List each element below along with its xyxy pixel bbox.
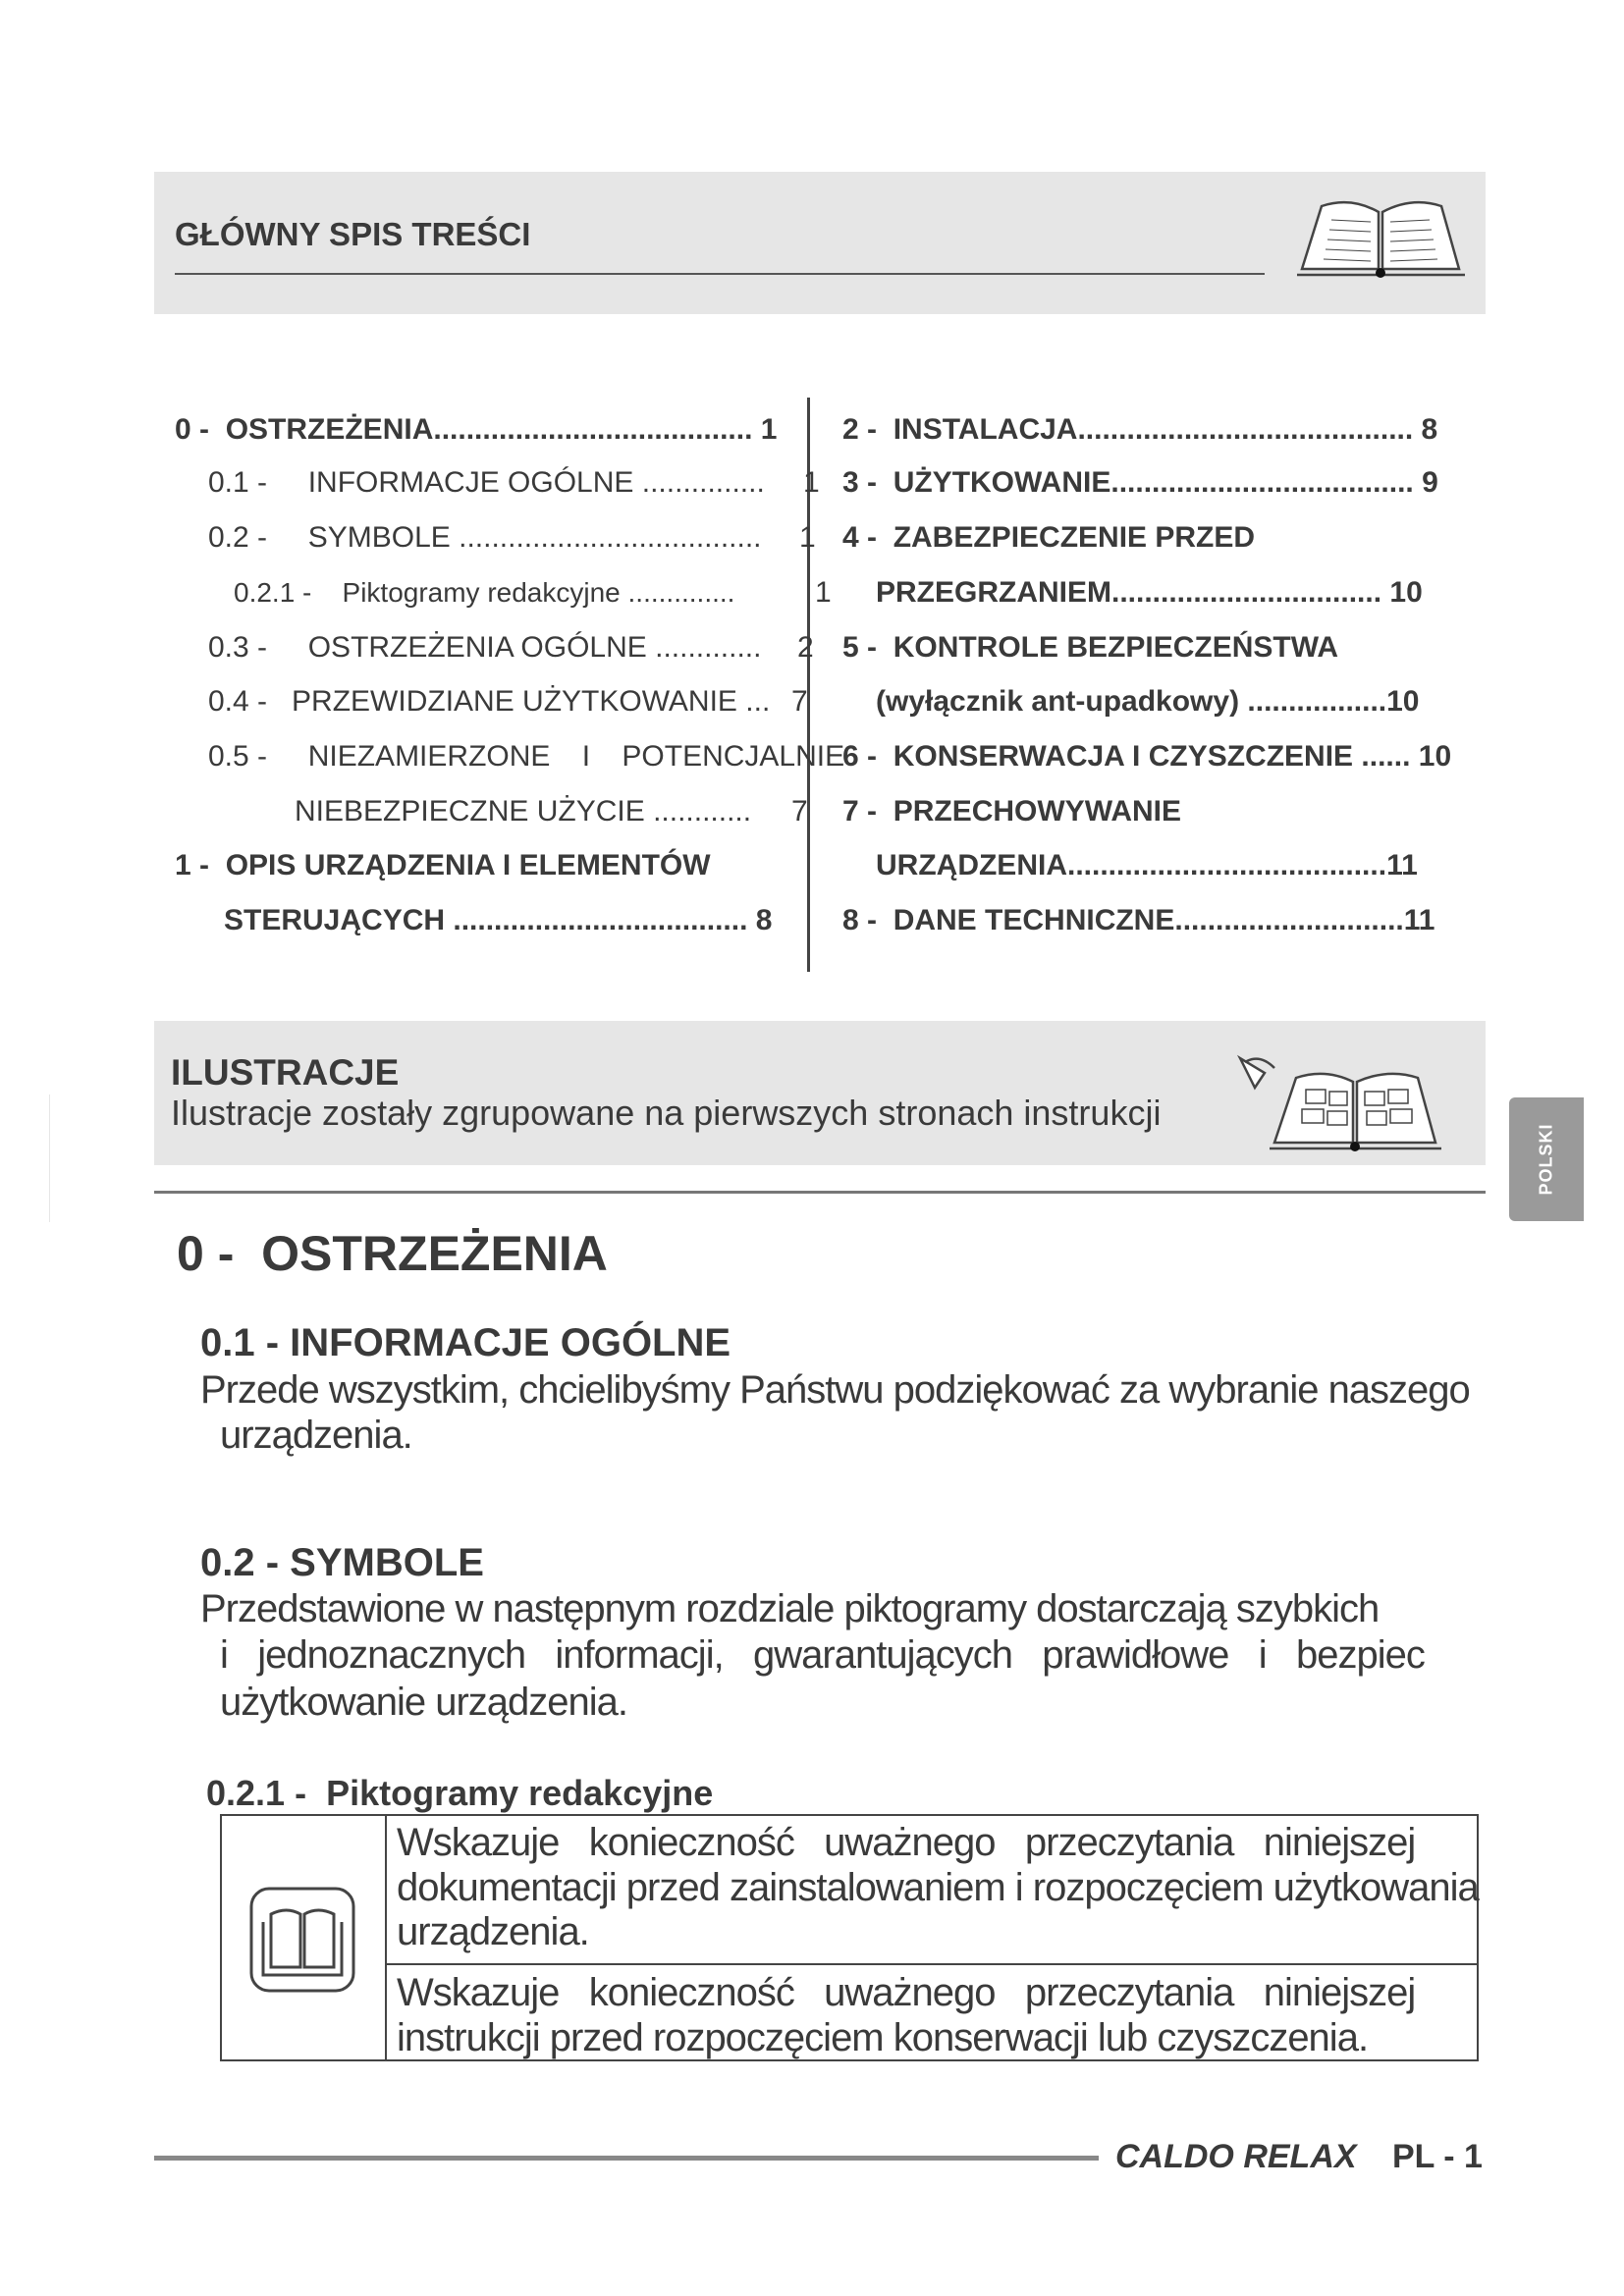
illustrations-text: Ilustracje zostały zgrupowane na pierwszych stronach instrukcji	[171, 1093, 1162, 1133]
pictogram-row-2-line-1: Wskazuje konieczność uważnego przeczytania niniejszej	[397, 1971, 1416, 2014]
section-0-2-line-2: i jednoznacznych informacji, gwarantujących prawidłowe i bezpiec	[220, 1633, 1425, 1677]
pictogram-row-1-line-1: Wskazuje konieczność uważnego przeczytania niniejszej	[397, 1821, 1416, 1864]
toc-item-1[interactable]: 1 - OPIS URZĄDZENIA I ELEMENTÓW	[175, 849, 711, 881]
toc-item-0-4[interactable]: 0.4 - PRZEWIDZIANE UŻYTKOWANIE ...	[208, 685, 771, 718]
illustrations-title: ILUSTRACJE	[171, 1052, 400, 1093]
toc-item-0[interactable]: 0 - OSTRZEŻENIA....................................... 1	[175, 413, 778, 446]
toc-item-4-cont[interactable]: PRZEGRZANIEM................................. 10	[876, 576, 1423, 609]
toc-item-0-1[interactable]: 0.1 - INFORMACJE OGÓLNE ...............	[208, 466, 765, 499]
toc-item-3[interactable]: 3 - UŻYTKOWANIE..................................... 9	[842, 466, 1438, 499]
toc-page-0-2: 1	[799, 521, 816, 554]
toc-item-8[interactable]: 8 - DANE TECHNICZNE............................11	[842, 904, 1435, 936]
toc-item-0-3[interactable]: 0.3 - OSTRZEŻENIA OGÓLNE .............	[208, 631, 762, 664]
toc-title-underline	[175, 273, 1265, 275]
toc-item-5[interactable]: 5 - KONTROLE BEZPIECZEŃSTWA	[842, 631, 1339, 664]
toc-page-0-1: 1	[803, 466, 820, 499]
toc-item-5-cont[interactable]: (wyłącznik ant-upadkowy) .................10	[876, 685, 1420, 718]
toc-item-2[interactable]: 2 - INSTALACJA......................................... 8	[842, 413, 1438, 446]
illustrated-book-icon	[1216, 1048, 1481, 1156]
section-0-1-line-2: urządzenia.	[220, 1414, 412, 1457]
read-manual-icon	[247, 1885, 357, 1995]
pictogram-row-1-line-2: dokumentacji przed zainstalowaniem i rozpoczęciem użytkowania	[397, 1866, 1479, 1909]
toc-item-7[interactable]: 7 - PRZECHOWYWANIE	[842, 795, 1182, 828]
pictogram-table-hdivider	[385, 1963, 1477, 1965]
section-0-2-1-title: 0.2.1 - Piktogramy redakcyjne	[206, 1773, 714, 1813]
pictogram-row-1-line-3: urządzenia.	[397, 1910, 589, 1953]
toc-page-0-4: 7	[791, 685, 808, 718]
toc-item-0-2[interactable]: 0.2 - SYMBOLE .....................................	[208, 521, 762, 554]
footer-model: CALDO RELAX	[1115, 2138, 1357, 2175]
toc-item-1-cont[interactable]: STERUJĄCYCH .................................... 8	[224, 904, 773, 936]
toc-item-4[interactable]: 4 - ZABEZPIECZENIE PRZED	[842, 521, 1256, 554]
toc-page-0-5: 7	[791, 795, 808, 828]
section-0-2-title: 0.2 - SYMBOLE	[200, 1541, 484, 1584]
toc-item-0-2-1[interactable]: 0.2.1 - Piktogramy redakcyjne ..............	[234, 577, 735, 608]
toc-item-0-5[interactable]: 0.5 - NIEZAMIERZONE I POTENCJALNIE	[208, 740, 845, 773]
language-side-tab-label: POLSKI	[1536, 1123, 1556, 1196]
toc-page-0-3: 2	[797, 631, 814, 664]
section-0-title: 0 - OSTRZEŻENIA	[177, 1226, 608, 1281]
toc-item-0-5-cont[interactable]: NIEBEZPIECZNE UŻYCIE ............	[295, 795, 752, 828]
pictogram-row-2-line-2: instrukcji przed rozpoczęciem konserwacji lub czyszczenia.	[397, 2016, 1369, 2059]
language-side-tab[interactable]	[1509, 1097, 1584, 1221]
footer-page-number: PL - 1	[1392, 2138, 1483, 2175]
toc-page-0-2-1: 1	[815, 576, 832, 609]
open-book-icon	[1282, 185, 1479, 283]
toc-item-7-cont[interactable]: URZĄDZENIA.......................................11	[876, 849, 1418, 881]
illustrations-divider	[154, 1191, 1486, 1194]
section-0-1-line-1: Przede wszystkim, chcielibyśmy Państwu podziękować za wybranie naszego	[200, 1368, 1470, 1412]
pictogram-table-vdivider	[385, 1816, 387, 2059]
section-0-2-line-3: użytkowanie urządzenia.	[220, 1681, 628, 1724]
section-0-2-line-1: Przedstawione w następnym rozdziale piktogramy dostarczają szybkich	[200, 1587, 1380, 1630]
section-0-1-title: 0.1 - INFORMACJE OGÓLNE	[200, 1321, 731, 1364]
toc-title: GŁÓWNY SPIS TREŚCI	[175, 216, 531, 252]
left-edge-mark	[49, 1095, 50, 1222]
toc-item-6[interactable]: 6 - KONSERWACJA I CZYSZCZENIE ...... 10	[842, 740, 1452, 773]
footer-rule	[154, 2156, 1099, 2161]
